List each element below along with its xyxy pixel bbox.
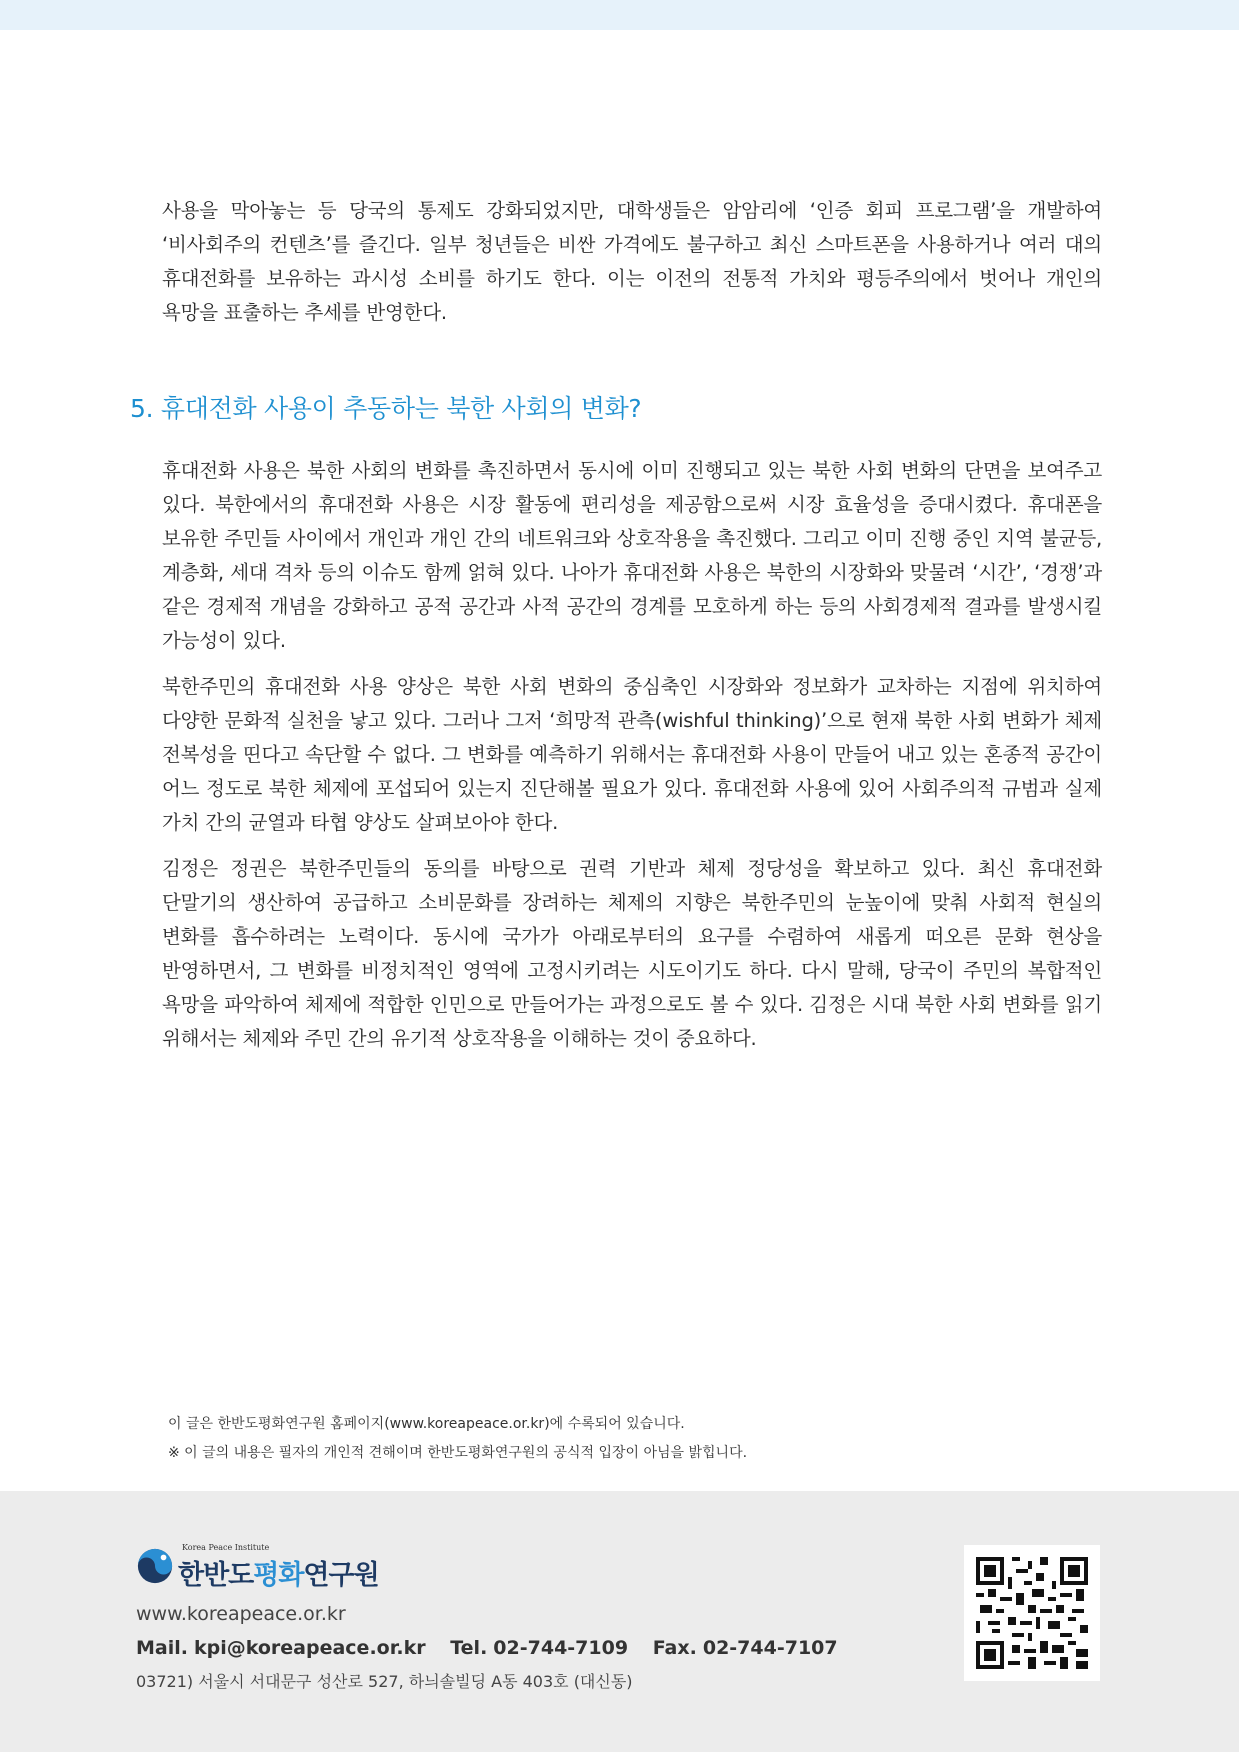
intro-paragraph: 사용을 막아놓는 등 당국의 통제도 강화되었지만, 대학생들은 암암리에 ‘인증 회피 프로그램’을 개발하여 ‘비사회주의 컨텐츠’를 즐긴다. 일부 청년들은 비싼 가격에도 불구하고 최신 스마트폰을 사용하거나 여러 대의 휴대전화를 보유하는 과시성 소비를 하기도 한다. 이는 이전의 전통적 가치와 평등주의에서 벗어나 개인의 욕망을 표출하는 추세를 반영한다. bbox=[162, 199, 1102, 324]
section-body bbox=[162, 454, 1102, 1068]
tel-number: 02-744-7109 bbox=[493, 1637, 629, 1659]
section-heading: 5. 휴대전화 사용이 추동하는 북한 사회의 변화? bbox=[130, 394, 642, 423]
note-source: 이 글은 한반도평화연구원 홈페이지(www.koreapeace.or.kr)에 수록되어 있습니다. bbox=[168, 1416, 685, 1432]
postal-address: 03721) 서울시 서대문구 성산로 527, 하늬솔빌딩 A동 403호 (대신동) bbox=[136, 1672, 633, 1691]
top-band bbox=[0, 0, 1239, 30]
institute-logo bbox=[136, 1543, 396, 1591]
paragraph-3: 김정은 정권은 북한주민들의 동의를 바탕으로 권력 기반과 체제 정당성을 확보하고 있다. 최신 휴대전화 단말기의 생산하여 공급하고 소비문화를 장려하는 체제의 지향은 북한주민의 눈높이에 맞춰 사회적 현실의 변화를 흡수하려는 노력이다. 동시에 국가가 아래로부터의 요구를 수렴하여 새롭게 떠오른 문화 현상을 반영하면서, 그 변화를 비정치적인 영역에 고정시키려는 시도이기도 하다. 다시 말해, 당국이 주민의 복합적인 욕망을 파악하여 체제에 적합한 인민으로 만들어가는 과정으로도 볼 수 있다. 김정은 시대 북한 사회 변화를 읽기 위해서는 체제와 주민 간의 유기적 상호작용을 이해하는 것이 중요하다. bbox=[162, 857, 1102, 1050]
logo-ko-part2: 연구원 bbox=[303, 1560, 379, 1591]
paragraph-1: 휴대전화 사용은 북한 사회의 변화를 촉진하면서 동시에 이미 진행되고 있는 북한 사회 변화의 단면을 보여주고 있다. 북한에서의 휴대전화 사용은 시장 활동에 편리성을 제공함으로써 시장 효율성을 증대시켰다. 휴대폰을 보유한 주민들 사이에서 개인과 개인 간의 네트워크와 상호작용을 촉진했다. 그리고 이미 진행 중인 지역 불균등, 계층화, 세대 격차 등의 이슈도 함께 얽혀 있다. 나아가 휴대전화 사용은 북한의 시장화와 맞물려 ‘시간’, ‘경쟁’과 같은 경제적 개념을 강화하고 공적 공간과 사적 공간의 경계를 모호하게 하는 등의 사회경제적 결과를 발생시킬 가능성이 있다. bbox=[162, 459, 1102, 652]
footnotes bbox=[168, 1410, 1068, 1468]
contact-line bbox=[136, 1637, 856, 1659]
logo-ko-accent: 평화 bbox=[253, 1560, 304, 1591]
logo-english-name: Korea Peace Institute bbox=[182, 1543, 270, 1552]
mail-label: Mail. bbox=[136, 1637, 188, 1659]
qr-code[interactable] bbox=[964, 1545, 1100, 1681]
qr-code-icon bbox=[976, 1557, 1088, 1669]
logo-mark-icon bbox=[136, 1547, 174, 1585]
mail-address[interactable]: kpi@koreapeace.or.kr bbox=[193, 1637, 426, 1659]
page-footer bbox=[0, 1491, 1239, 1752]
fax-label: Fax. bbox=[652, 1637, 697, 1659]
intro-section bbox=[162, 194, 1102, 342]
note-disclaimer: ※ 이 글의 내용은 필자의 개인적 견해이며 한반도평화연구원의 공식적 입장이 아님을 밝힙니다. bbox=[168, 1445, 748, 1461]
logo-korean-name bbox=[178, 1553, 379, 1592]
paragraph-2: 북한주민의 휴대전화 사용 양상은 북한 사회 변화의 중심축인 시장화와 정보화가 교차하는 지점에 위치하여 다양한 문화적 실천을 낳고 있다. 그러나 그저 ‘희망적 관측(wishful thinking)’으로 현재 북한 사회 변화가 체제 전복성을 띤다고 속단할 수 없다. 그 변화를 예측하기 위해서는 휴대전화 사용이 만들어 내고 있는 혼종적 공간이 어느 정도로 북한 체제에 포섭되어 있는지 진단해볼 필요가 있다. 휴대전화 사용에 있어 사회주의적 규범과 실제 가치 간의 균열과 타협 양상도 살펴보아야 한다. bbox=[162, 675, 1102, 834]
logo-ko-part1: 한반도 bbox=[178, 1560, 254, 1591]
website-link[interactable]: www.koreapeace.or.kr bbox=[136, 1603, 346, 1625]
fax-number: 02-744-7107 bbox=[702, 1637, 838, 1659]
tel-label: Tel. bbox=[450, 1637, 488, 1659]
